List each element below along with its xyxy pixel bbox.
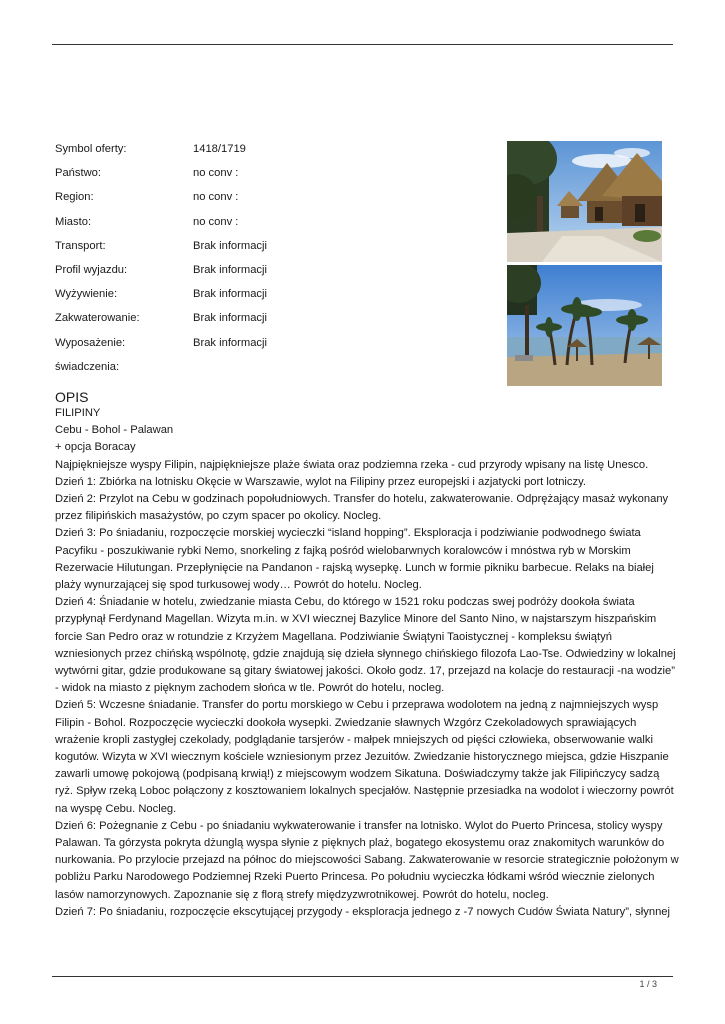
offer-details (55, 142, 475, 384)
offer-row-value: Brak informacji (193, 288, 267, 301)
offer-row-label: Miasto: (55, 215, 92, 228)
offer-row-label: Wyposażenie: (55, 336, 126, 349)
offer-row-label: Profil wyjazdu: (55, 263, 128, 276)
offer-row-label: Symbol oferty: (55, 143, 127, 155)
description-paragraph: Dzień 2: Przylot na Cebu w godzinach popołudniowych. Transfer do hotelu, zakwaterowanie. Odprężający masaż wykonany przez filipińskich masażystów, po czym spacer po okolicy. Nocleg. (55, 493, 669, 523)
offer-row (55, 360, 475, 384)
offer-row (55, 239, 475, 263)
footer-rule (52, 976, 673, 977)
description-paragraph: Dzień 5: Wczesne śniadanie. Transfer do portu morskiego w Cebu i przeprawa wodolotem na jedną z najmniejszych wysp Filipin - Bohol. Rozpoczęcie wycieczki dookoła wysepki. Zwiedzanie sławnych Wzgórz Czekoladowych sprawiających wrażenie kropli zastygłej czekolady, podglądanie tarsjerów - małpek mniejszych od pięści człowieka, obserwowanie walki kogutów. Wizyta w XVI wiecznym kościele wzniesionym przez Jezuitów. Zwiedzanie historycznego miejsca, gdzie Hiszpanie zawarli umowę pokojową (podpisaną krwią!) z miejscowym wodzem Sikatuna. Doświadczymy także jak Filipińczycy sadzą ryż. Spływ rzeką Loboc połączony z kosztowaniem lokalnych specjałów. Następnie przesiadka na wodolot i wieczorny powrót na wyspę Cebu. Nocleg. (55, 699, 674, 815)
offer-row-value: 1418/1719 (193, 143, 246, 155)
page-number: 1 / 3 (639, 979, 657, 989)
offer-row-value: no conv : (193, 167, 239, 180)
description-heading: OPIS (55, 389, 89, 405)
resort-huts-photo (507, 141, 662, 262)
offer-row (55, 166, 475, 190)
description-paragraph: Dzień 1: Zbiórka na lotnisku Okęcie w Warszawie, wylot na Filipiny przez europejski i azjatycki port lotniczy. (55, 475, 586, 488)
offer-row-label: Zakwaterowanie: (55, 312, 140, 325)
header-rule (52, 44, 673, 45)
description-paragraph: Dzień 3: Po śniadaniu, rozpoczęcie morskiej wycieczki “island hopping”. Eksploracja i podziwianie podwodnego świata Pacyfiku - poszukiwanie rybki Nemo, snorkeling z fajką pośród wielobarwnych koralowców i mnóstwa ryb w Morskim Rezerwacie Hilutungan. Przepłynięcie na Pandanon - rajską wysepkę. Lunch w formie pikniku barbecue. Relaks na białej plaży wynurzającej się spod turkusowej wody… Powrót do hotelu. Nocleg. (55, 527, 654, 592)
offer-row (55, 263, 475, 287)
offer-row-value: no conv : (193, 191, 239, 204)
description-paragraph: + opcja Boracay (55, 441, 136, 454)
offer-row-value: Brak informacji (193, 312, 267, 325)
offer-row-value: Brak informacji (193, 263, 267, 276)
description-body (55, 405, 680, 921)
offer-row-value: Brak informacji (193, 336, 267, 349)
offer-row-label: Transport: (55, 239, 106, 252)
offer-row (55, 215, 475, 239)
offer-row-label: Region: (55, 191, 94, 204)
offer-row (55, 190, 475, 214)
beach-palms-photo (507, 265, 662, 386)
offer-row (55, 287, 475, 311)
description-paragraph: Najpiękniejsze wyspy Filipin, najpiękniejsze plaże świata oraz podziemna rzeka - cud przyrody wpisany na listę Unesco. (55, 458, 649, 471)
offer-row (55, 142, 475, 166)
offer-row-label: świadczenia: (55, 360, 120, 373)
offer-row-value: Brak informacji (193, 239, 267, 252)
description-paragraph: Dzień 6: Pożegnanie z Cebu - po śniadaniu wykwaterowanie i transfer na lotnisko. Wylot do Puerto Princesa, stolicy wyspy Palawan. Ta górzysta pokryta dżunglą wyspa słynie z pięknych plaż, bogatego ekosystemu oraz znakomitych warunków do nurkowania. Po przylocie przejazd na północ do miejscowości Sabang. Zakwaterowanie w resorcie strategicznie położonym w pobliżu Parku Narodowego Podziemnej Rzeki Puerto Princesa. Po południu wycieczka łódkami wśród wiecznie zielonych lasów namorzynowych. Zapoznanie się z florą strefy międzyzwrotnikowej. Powrót do hotelu, nocleg. (55, 819, 679, 901)
offer-row-value: no conv : (193, 215, 239, 228)
offer-row (55, 311, 475, 335)
description-paragraph: FILIPINY (55, 407, 101, 419)
offer-row-label: Wyżywienie: (55, 288, 118, 301)
description-paragraph: Dzień 7: Po śniadaniu, rozpoczęcie ekscytującej przygody - eksploracja jednego z -7 nowych Cudów Świata Natury”, słynnej (55, 905, 670, 918)
description-paragraph: Cebu - Bohol - Palawan (55, 424, 174, 437)
offer-row (55, 336, 475, 360)
offer-row-label: Państwo: (55, 167, 102, 180)
description-paragraph: Dzień 4: Śniadanie w hotelu, zwiedzanie miasta Cebu, do którego w 1521 roku podczas swej podróży dookoła świata przypłynął Ferdynand Magellan. Wizyta m.in. w XVI wiecznej Bazylice Minore del Santo Nino, w najstarszym hiszpańskim forcie San Pedro oraz w rotundzie z Krzyżem Magellana. Podziwianie Świątyni Taoistycznej - kompleksu świątyń wzniesionych przez chińską wspólnotę, gdzie znajdują się dzieła słynnego chińskiego filozofa Lao-Tse. Odwiedziny w lokalnej wytwórni gitar, gdzie produkowane są gitary światowej jakości. Około godz. 17, przejazd na kolacje do restauracji -na wodzie” - widok na miasto z pięknym zachodem słońca w tle. Powrót do hotelu, nocleg. (55, 596, 676, 695)
